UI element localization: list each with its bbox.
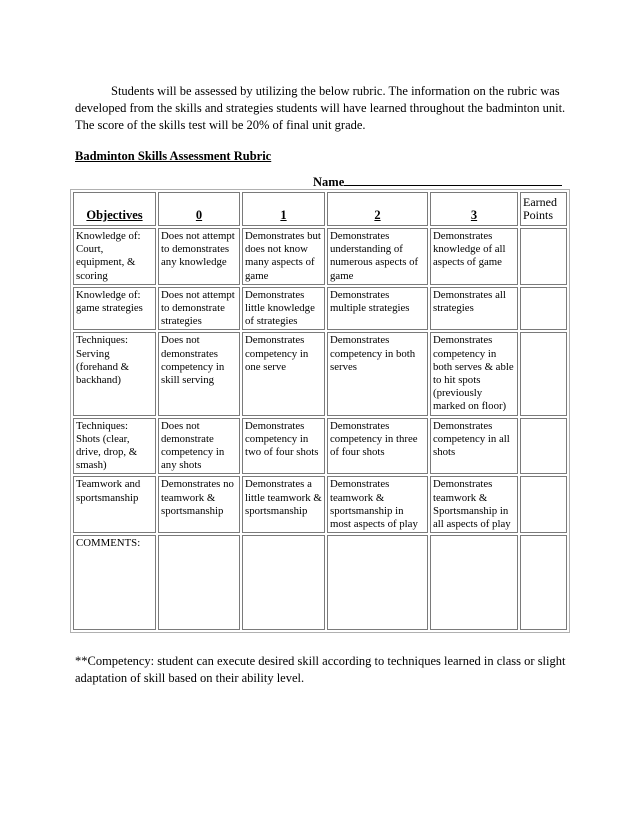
score-2-cell: Demonstrates multiple strategies [327, 287, 428, 331]
header-earned-points: Earned Points [520, 192, 567, 226]
rubric-title: Badminton Skills Assessment Rubric [75, 149, 272, 163]
score-0-cell: Does not attempt to demonstrates any knowledge [158, 228, 240, 285]
score-3-cell: Demonstrates teamwork & Sportsmanship in all aspects of play [430, 476, 518, 533]
header-score-0: 0 [158, 192, 240, 226]
score-1-cell: Demonstrates competency in two of four shots [242, 418, 325, 475]
earned-points-cell[interactable] [520, 287, 567, 331]
objective-cell: Teamwork and sportsmanship [73, 476, 156, 533]
score-1-cell: Demonstrates little knowledge of strategies [242, 287, 325, 331]
intro-text: Students will be assessed by utilizing the below rubric. The information on the rubric was developed from the skills and strategies students will have learned throughout the badminton unit. The score of the skills test will be 20% of final unit grade. [75, 83, 566, 132]
score-1-cell: Demonstrates but does not know many aspects of game [242, 228, 325, 285]
objective-cell: Knowledge of: Court, equipment, & scoring [73, 228, 156, 285]
earned-points-cell[interactable] [520, 476, 567, 533]
score-3-cell: Demonstrates knowledge of all aspects of game [430, 228, 518, 285]
comments-label: COMMENTS: [73, 535, 156, 630]
score-3-cell: Demonstrates all strategies [430, 287, 518, 331]
name-label: Name [313, 175, 345, 189]
score-0-cell: Demonstrates no teamwork & sportsmanship [158, 476, 240, 533]
table-row [73, 476, 567, 533]
name-field[interactable] [313, 174, 562, 190]
objective-cell: Knowledge of: game strategies [73, 287, 156, 331]
table-row [73, 418, 567, 475]
header-score-2: 2 [327, 192, 428, 226]
score-0-cell: Does not attempt to demonstrate strategies [158, 287, 240, 331]
comments-cell[interactable] [158, 535, 240, 630]
score-2-cell: Demonstrates competency in three of four shots [327, 418, 428, 475]
rubric-table [70, 189, 570, 633]
table-row [73, 287, 567, 331]
score-1-cell: Demonstrates competency in one serve [242, 332, 325, 415]
header-score-1: 1 [242, 192, 325, 226]
score-0-cell: Does not demonstrates competency in skill serving [158, 332, 240, 415]
score-3-cell: Demonstrates competency in both serves & able to hit spots (previously marked on floor) [430, 332, 518, 415]
competency-footnote: **Competency: student can execute desired skill according to techniques learned in class or slight adaptation of skill based on their ability level. [75, 653, 566, 685]
comments-cell[interactable] [520, 535, 567, 630]
earned-points-cell[interactable] [520, 228, 567, 285]
score-1-cell: Demonstrates a little teamwork & sportsmanship [242, 476, 325, 533]
comments-cell[interactable] [327, 535, 428, 630]
header-objectives: Objectives [73, 192, 156, 226]
score-2-cell: Demonstrates teamwork & sportsmanship in most aspects of play [327, 476, 428, 533]
score-2-cell: Demonstrates competency in both serves [327, 332, 428, 415]
objective-cell: Techniques: Serving (forehand & backhand) [73, 332, 156, 415]
table-header-row [73, 192, 567, 226]
comments-row [73, 535, 567, 630]
comments-cell[interactable] [430, 535, 518, 630]
table-row [73, 228, 567, 285]
score-0-cell: Does not demonstrate competency in any shots [158, 418, 240, 475]
name-blank-line[interactable] [344, 174, 562, 186]
table-row [73, 332, 567, 415]
score-2-cell: Demonstrates understanding of numerous aspects of game [327, 228, 428, 285]
objective-cell: Techniques: Shots (clear, drive, drop, & smash) [73, 418, 156, 475]
header-score-3: 3 [430, 192, 518, 226]
earned-points-cell[interactable] [520, 418, 567, 475]
score-3-cell: Demonstrates competency in all shots [430, 418, 518, 475]
comments-cell[interactable] [242, 535, 325, 630]
earned-points-cell[interactable] [520, 332, 567, 415]
intro-paragraph [75, 83, 567, 134]
